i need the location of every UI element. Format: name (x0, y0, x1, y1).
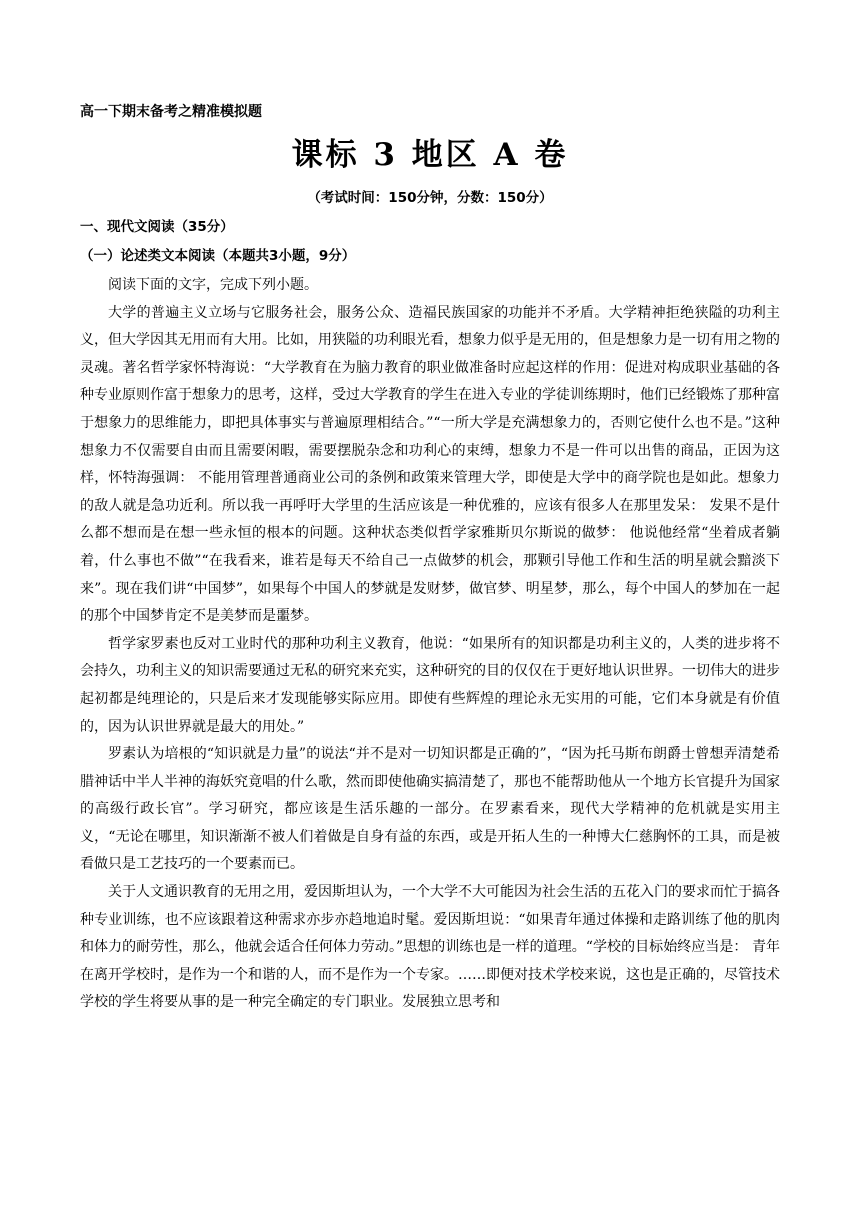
exam-info: （考试时间：150分钟，分数：150分） (307, 190, 553, 206)
passage-body (80, 272, 780, 1017)
series-label: 高一下期末备考之精准模拟题 (80, 104, 262, 120)
passage-paragraph-1: 大学的普遍主义立场与它服务社会，服务公众、造福民族国家的功能并不矛盾。大学精神拒绝狭隘的功利主义，但大学因其无用而有大用。比如，用狭隘的功利眼光看，想象力似乎是无用的，但是想象力是一切有用之物的灵魂。著名哲学家怀特海说：“大学教育在为脑力教育的职业做准备时应起这样的作用：促进对构成职业基础的各种专业原则作富于想象力的思考，这样，受过大学教育的学生在进入专业的学徒训练期时，他们已经锻炼了那种富于想象力的思维能力，即把具体事实与普遍原理相结合。”“一所大学是充满想象力的，否则它使什么也不是。”这种想象力不仅需要自由而且需要闲暇，需要摆脱杂念和功利心的束缚，想象力不是一件可以出售的商品，正因为这样，怀特海强调： 不能用管理普通商业公司的条例和政策来管理大学，即使是大学中的商学院也是如此。想象力的敌人就是急功近利。所以我一再呼吁大学里的生活应该是一种优雅的，应该有很多人在那里发呆： 发果不是什么都不想而是在想一些永恒的根本的问题。这种状态类似哲学家雅斯贝尔斯说的做梦： 他说他经常“坐着成者躺着，什么事也不做”“在我看来，谁若是每天不给自己一点做梦的机会，那颗引导他工作和生活的明星就会黯淡下来”。现在我们讲“中国梦”，如果每个中国人的梦就是发财梦，做官梦、明星梦，那么，每个中国人的梦加在一起的那个中国梦肯定不是美梦而是噩梦。 (80, 304, 780, 625)
section-heading: 一、现代文阅读（35分） (80, 219, 234, 235)
passage-paragraph-4: 关于人文通识教育的无用之用，爱因斯坦认为，一个大学不大可能因为社会生活的五花入门的要求而忙于搞各种专业训练，也不应该跟着这种需求亦步亦趋地追时髦。爱因斯坦说：“如果青年通过体操和走路训练了他的肌肉和体力的耐劳性，那么，他就会适合任何体力劳动。”思想的训练也是一样的道理。“学校的目标始终应当是： 青年在离开学校时，是作为一个和谐的人，而不是作为一个专家。……即便对技术学校来说，这也是正确的，尽管技术学校的学生将要从事的是一种完全确定的专门职业。发展独立思考和 (80, 884, 780, 1011)
page-title: 课标 3 地区 A 卷 (291, 137, 569, 173)
passage-paragraph-3: 罗素认为培根的“知识就是力量”的说法“并不是对一切知识都是正确的”，“因为托马斯布朗爵士曾想弄清楚希腊神话中半人半神的海妖究竟唱的什么歌，然而即使他确实搞清楚了，那也不能帮助他从一个地方长官提升为国家的高级行政长官”。学习研究，都应该是生活乐趣的一部分。在罗素看来，现代大学精神的危机就是实用主义，“无论在哪里，知识渐渐不被人们着做是自身有益的东西，或是开拓人生的一种博大仁慈胸怀的工具，而是被看做只是工艺技巧的一个要素而已。 (80, 746, 780, 873)
passage-instruction: 阅读下面的文字，完成下列小题。 (108, 277, 318, 293)
subsection-heading: （一）论述类文本阅读（本题共3小题，9分） (80, 248, 356, 264)
passage-paragraph-2: 哲学家罗素也反对工业时代的那种功利主义教育，他说：“如果所有的知识都是功利主义的，人类的进步将不会持久，功利主义的知识需要通过无私的研究来充实，这种研究的目的仅仅在于更好地认识世界。一切伟大的进步起初都是纯理论的，只是后来才发现能够实际应用。即使有些辉煌的理论永无实用的可能，它们本身就是有价值的，因为认识世界就是最大的用处。” (80, 635, 780, 735)
